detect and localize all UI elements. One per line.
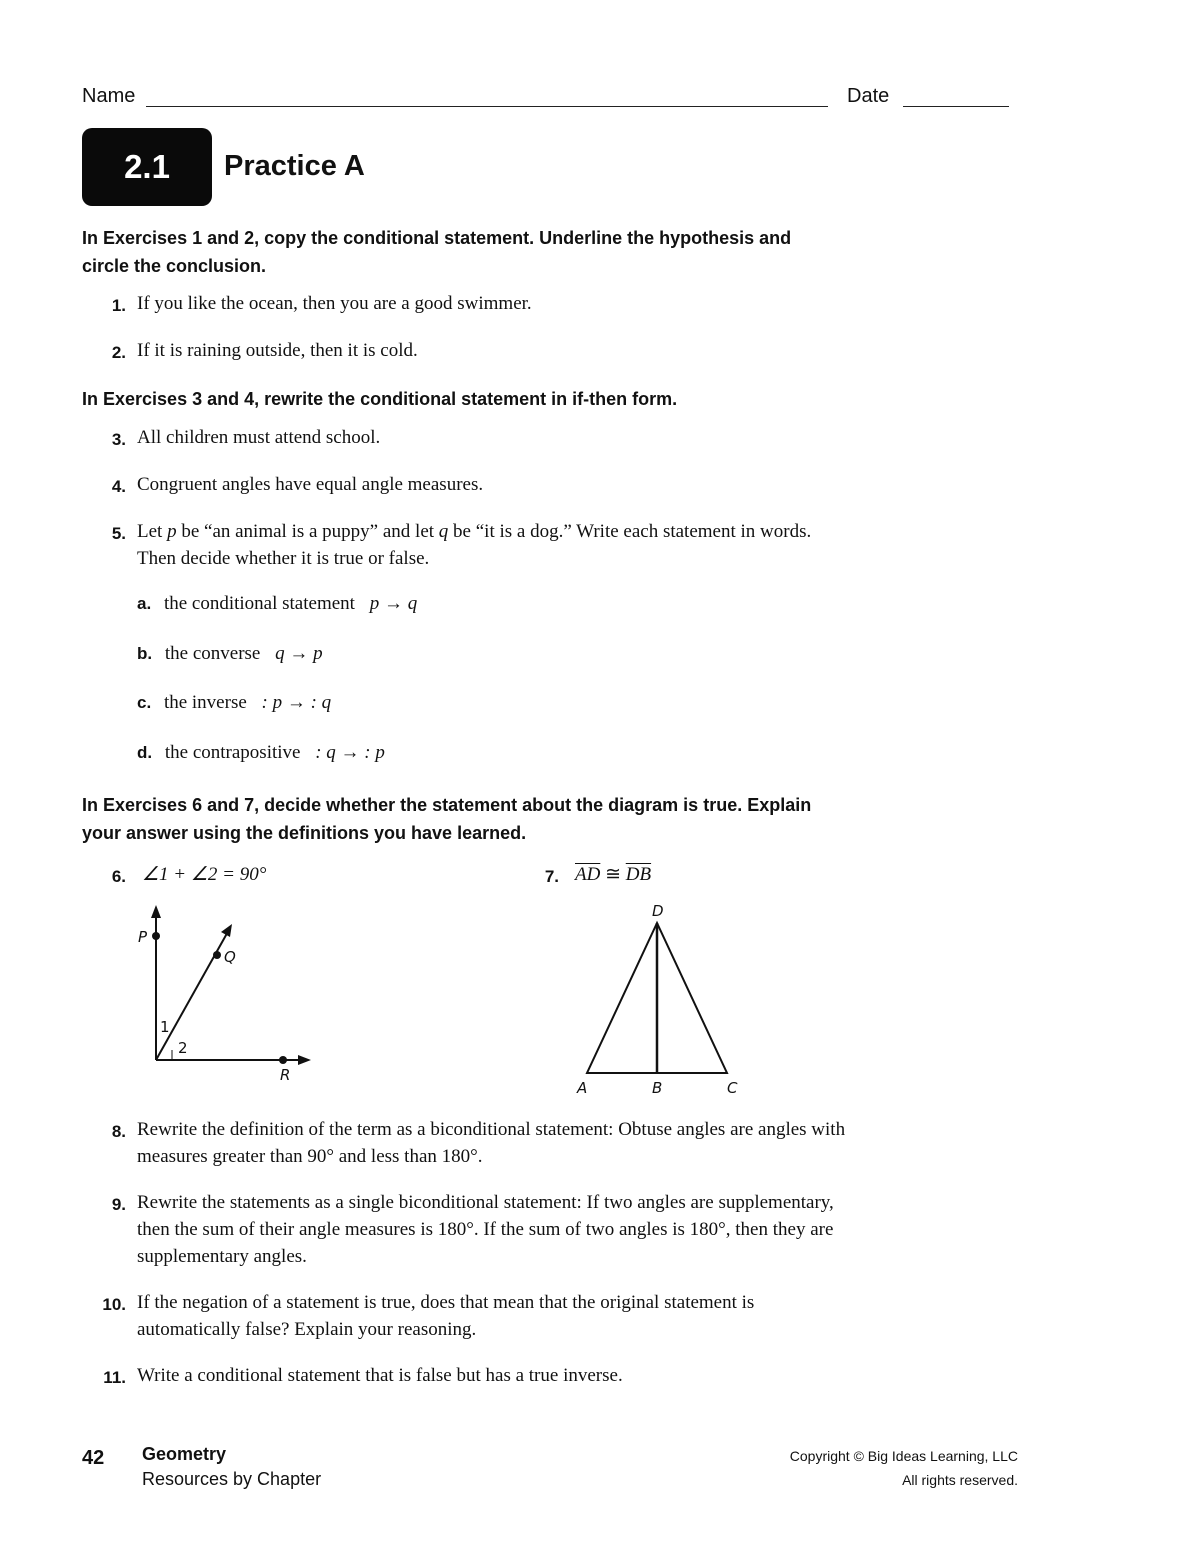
book-title: Geometry bbox=[142, 1444, 227, 1464]
text-run: be “it is a dog.” Write each statement in words. Then decide whether it is true or false. bbox=[137, 521, 812, 569]
copyright-block bbox=[790, 1444, 1018, 1492]
name-blank-line bbox=[146, 106, 828, 107]
exercise-5b bbox=[137, 640, 323, 667]
label-q: Q bbox=[224, 948, 236, 966]
part-expression: p → q bbox=[369, 593, 418, 614]
part-letter: a. bbox=[137, 594, 152, 613]
label-b: B bbox=[652, 1079, 663, 1097]
instructions-exercises-1-2: In Exercises 1 and 2, copy the conditional statement. Underline the hypothesis and circle the conclusion. bbox=[82, 228, 792, 276]
exercise-number: 5. bbox=[111, 524, 126, 543]
label-a: A bbox=[577, 1079, 588, 1097]
exercise-number: 2. bbox=[111, 343, 126, 362]
exercise-number: 7. bbox=[544, 867, 559, 886]
exercise-number: 4. bbox=[111, 477, 126, 496]
label-r: R bbox=[280, 1066, 291, 1084]
rights-text: All rights reserved. bbox=[902, 1472, 1018, 1488]
label-p: P bbox=[138, 928, 148, 946]
part-expression: q → p bbox=[275, 643, 323, 664]
variable-p: p bbox=[167, 521, 177, 542]
exercise-number: 6. bbox=[111, 867, 126, 886]
label-c: C bbox=[727, 1079, 738, 1097]
instructions-exercises-3-4: In Exercises 3 and 4, rewrite the conditional statement in if-then form. bbox=[82, 389, 678, 409]
exercise-text: If it is raining outside, then it is cold. bbox=[137, 340, 418, 361]
exercise-text: Write a conditional statement that is false but has a true inverse. bbox=[137, 1365, 623, 1386]
exercise-text: If you like the ocean, then you are a good swimmer. bbox=[137, 293, 532, 314]
instructions-exercises-6-7: In Exercises 6 and 7, decide whether the statement about the diagram is true. Explain your answer using the definitions you have learned. bbox=[82, 795, 812, 843]
exercise-text bbox=[137, 518, 837, 572]
exercise-number: 9. bbox=[111, 1195, 126, 1214]
arrowhead-up-icon bbox=[151, 905, 161, 918]
exercise-5a bbox=[137, 590, 417, 617]
book-subtitle: Resources by Chapter bbox=[142, 1469, 322, 1489]
exercise-text: Rewrite the definition of the term as a biconditional statement: Obtuse angles are angles with measures greater than 90° and less than 180°. bbox=[137, 1119, 846, 1167]
book-title-block bbox=[142, 1442, 321, 1492]
arrowhead-diagonal-icon bbox=[221, 924, 232, 937]
exercise-text: Congruent angles have equal angle measures. bbox=[137, 474, 484, 495]
exercise-expression: ∠1 + ∠2 = 90° bbox=[142, 864, 267, 885]
ray-bq bbox=[156, 928, 230, 1060]
point-p bbox=[152, 932, 160, 940]
point-q bbox=[213, 951, 221, 959]
part-text: the inverse bbox=[163, 692, 247, 713]
section-title: Practice A bbox=[224, 150, 365, 182]
exercise-5d bbox=[137, 739, 385, 766]
section-badge: 2.1 bbox=[82, 128, 212, 206]
part-text: the conditional statement bbox=[163, 593, 355, 614]
label-d: D bbox=[652, 902, 664, 920]
date-label: Date bbox=[847, 85, 890, 107]
name-label: Name bbox=[82, 85, 136, 107]
angle-2-label: 2 bbox=[178, 1039, 188, 1057]
part-letter: c. bbox=[137, 693, 152, 712]
part-expression: : q → : p bbox=[315, 742, 385, 763]
exercise-text: If the negation of a statement is true, does that mean that the original statement is automatically false? Explain your reasoning. bbox=[137, 1292, 755, 1340]
part-expression: : p → : q bbox=[261, 692, 332, 713]
exercise-number: 3. bbox=[111, 430, 126, 449]
triangle-diagram bbox=[565, 895, 755, 1100]
text-run: be “an animal is a puppy” and let bbox=[176, 521, 439, 542]
copyright-text: Copyright © Big Ideas Learning, LLC bbox=[789, 1448, 1018, 1464]
exercise-number: 11. bbox=[103, 1368, 126, 1387]
exercise-expression bbox=[575, 861, 651, 888]
arrowhead-right-icon bbox=[298, 1055, 311, 1065]
exercise-5c bbox=[137, 689, 331, 716]
variable-q: q bbox=[438, 521, 449, 542]
segment-db: $\overline{DB}$ bbox=[625, 864, 652, 885]
angle-diagram bbox=[120, 900, 330, 1090]
congruent-symbol: ≅ bbox=[605, 864, 621, 885]
angle-1-label: 1 bbox=[160, 1018, 170, 1036]
part-text: the contrapositive bbox=[164, 742, 301, 763]
segment-ad: $\overline{AD}$ bbox=[575, 864, 601, 885]
part-letter: b. bbox=[137, 644, 153, 663]
date-blank-line bbox=[903, 106, 1009, 107]
exercise-number: 8. bbox=[111, 1122, 126, 1141]
exercise-text: All children must attend school. bbox=[137, 427, 381, 448]
part-text: the converse bbox=[164, 643, 261, 664]
part-letter: d. bbox=[137, 743, 153, 762]
exercise-number: 1. bbox=[111, 296, 126, 315]
point-r bbox=[279, 1056, 287, 1064]
exercise-text: Rewrite the statements as a single biconditional statement: If two angles are supplementary, then the sum of their angle measures is 180°. If the sum of two angles is 180°, then they are supplementary angles. bbox=[137, 1192, 834, 1267]
exercise-number: 10. bbox=[102, 1295, 126, 1314]
text-run: Let bbox=[137, 521, 168, 542]
page-number: 42 bbox=[82, 1447, 105, 1469]
